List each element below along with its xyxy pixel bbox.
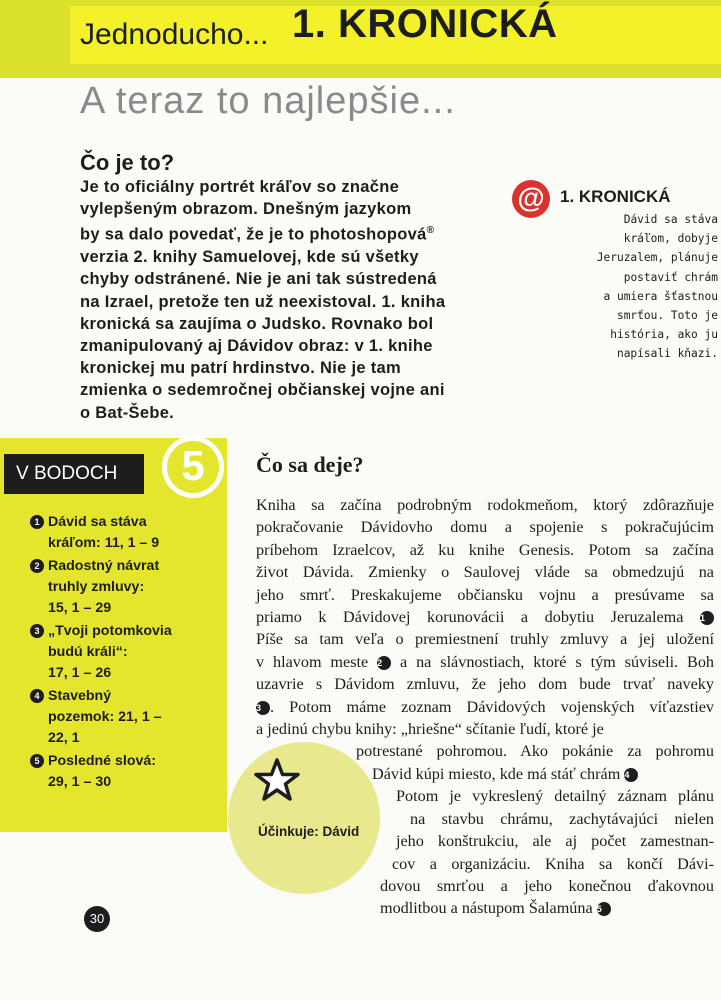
header-kicker: Jednoducho... bbox=[80, 18, 269, 51]
web-line: história, ako ju bbox=[610, 328, 718, 342]
what-line: kronická sa zaujíma o Judsko. Rovnako bol bbox=[80, 314, 434, 333]
point-line: pozemok: 21, 1 – bbox=[48, 709, 162, 725]
happen-line: cov a organizáciu. Kniha sa končí Dávi- bbox=[392, 854, 714, 873]
happen-line: život Dávida. Zmienky o Saulovej vláde sa obmedzujú na bbox=[256, 563, 714, 582]
happen-text: v hlavom meste bbox=[256, 652, 369, 671]
what-line: o Bat-Šebe. bbox=[80, 403, 175, 422]
web-line: napísali kňazi. bbox=[616, 347, 718, 361]
web-line: smrťou. Toto je bbox=[616, 309, 718, 323]
point-line: 29, 1 – 30 bbox=[48, 774, 112, 790]
point-line: „Tvoji potomkovia bbox=[48, 623, 172, 639]
point-number: 2 bbox=[30, 559, 44, 573]
happen-line: pokračovanie Dávidovho domu a spojenie s pokračujúcim bbox=[256, 518, 714, 537]
happen-line: jeho smrť. Preskakujeme občiansku vojnu a presúvame sa bbox=[256, 585, 714, 604]
point-line: Posledné slová: bbox=[48, 753, 157, 769]
marker-5: 5 bbox=[597, 902, 611, 916]
point-number: 1 bbox=[30, 515, 44, 529]
what-line: na Izrael, pretože ten už neexistoval. 1. kniha bbox=[80, 292, 446, 311]
points-count-badge: 5 bbox=[162, 436, 224, 498]
web-line: kráľom, dobyje bbox=[623, 232, 718, 246]
marker-2: 2 bbox=[377, 656, 391, 670]
happen-line: Píše sa tam veľa o premiestnení truhly zmluvy a jej uložení bbox=[256, 630, 714, 649]
what-line: kronickej mu patrí hrdinstvo. Nie je tam bbox=[80, 359, 401, 378]
web-box-title: 1. KRONICKÁ bbox=[560, 187, 671, 206]
what-is-it-heading: Čo je to? bbox=[80, 150, 175, 175]
what-line: vylepšeným obrazom. Dnešným jazykom bbox=[80, 200, 412, 219]
web-box-body bbox=[560, 210, 718, 364]
what-happens-heading: Čo sa deje? bbox=[256, 452, 364, 477]
at-icon: @ bbox=[512, 180, 550, 218]
marker-4: 4 bbox=[624, 768, 638, 782]
point-line: 15, 1 – 29 bbox=[48, 600, 112, 616]
header-title: 1. KRONICKÁ bbox=[292, 2, 558, 46]
what-line-text: by sa dalo povedať, že je to photoshopová bbox=[80, 225, 427, 244]
happen-line: potrestané pohromou. Ako pokánie za pohromu bbox=[356, 742, 714, 761]
sidebar-lower bbox=[0, 832, 80, 1000]
happen-line bbox=[256, 651, 714, 673]
happen-line bbox=[256, 696, 714, 718]
point-item bbox=[34, 621, 214, 684]
page-subhead: A teraz to najlepšie... bbox=[80, 80, 456, 122]
web-line: Jeruzalem, plánuje bbox=[596, 251, 718, 265]
marker-3: 3 bbox=[256, 701, 270, 715]
what-happens-body bbox=[256, 494, 714, 920]
web-line: Dávid sa stáva bbox=[623, 213, 718, 226]
happen-text: priamo k Dávidovej korunovácii a dobytiu Jeruzalema bbox=[256, 608, 684, 627]
point-line: truhly zmluvy: bbox=[48, 579, 145, 595]
starring-label: Účinkuje: Dávid bbox=[258, 824, 360, 839]
points-list bbox=[34, 512, 214, 795]
happen-line: jeho konštrukciu, ale aj počet zamestnan- bbox=[396, 832, 714, 851]
registered-mark: ® bbox=[426, 225, 435, 237]
happen-line bbox=[380, 897, 714, 919]
web-line: a umiera šťastnou bbox=[603, 289, 718, 303]
what-line: Je to oficiálny portrét kráľov so značne bbox=[80, 178, 400, 196]
point-item bbox=[34, 556, 214, 619]
happen-text: Dávid kúpi miesto, kde má stáť chrám bbox=[372, 764, 621, 783]
happen-line: na stavbu chrámu, zachytávajúci nielen bbox=[410, 809, 714, 828]
point-line: 17, 1 – 26 bbox=[48, 665, 112, 681]
what-is-it-body bbox=[80, 176, 510, 424]
happen-text: . Potom máme zoznam Dávidových vojenských víťazstiev bbox=[270, 697, 714, 716]
sidebar-label: V BODOCH bbox=[4, 454, 144, 494]
happen-text: modlitbou a nástupom Šalamúna bbox=[380, 899, 593, 918]
point-line: Stavebný bbox=[48, 688, 112, 704]
happen-line: príbehom Izraelcov, až ku knihe Genesis. Potom sa začína bbox=[256, 540, 714, 559]
point-item bbox=[34, 751, 214, 793]
happen-line bbox=[372, 763, 714, 785]
what-line: chyby odstránené. Nie je ani tak sústredená bbox=[80, 270, 437, 289]
what-line: zmanipulovaný aj Dávidov obraz: v 1. knihe bbox=[80, 336, 433, 355]
what-line: zmienka o sedemročnej občianskej vojne ani bbox=[80, 381, 445, 400]
point-line: 22, 1 bbox=[48, 730, 80, 746]
what-line: verzia 2. knihy Samuelovej, kde sú všetky bbox=[80, 248, 419, 267]
page-number: 30 bbox=[84, 906, 110, 932]
happen-line: a jedinú chybu knihy: „hriešne“ sčítanie ľudí, ktoré je bbox=[256, 720, 604, 739]
what-line bbox=[80, 220, 510, 246]
happen-line: dovou smrťou a jeho konečnou ďakovnou bbox=[380, 876, 714, 895]
happen-line: Potom je vykreslený detailný záznam plánu bbox=[396, 787, 714, 806]
point-number: 4 bbox=[30, 689, 44, 703]
happen-line: Kniha sa začína podrobným rodokmeňom, ktorý zdôrazňuje bbox=[256, 496, 714, 514]
web-line: postaviť chrám bbox=[623, 270, 718, 284]
point-number: 5 bbox=[30, 754, 44, 768]
marker-1: 1 bbox=[700, 611, 714, 625]
point-item bbox=[34, 512, 214, 554]
happen-text: a na slávnostiach, ktoré s tým súviseli. Boh bbox=[400, 652, 715, 671]
point-item bbox=[34, 686, 214, 749]
point-line: Dávid sa stáva bbox=[48, 514, 147, 530]
point-number: 3 bbox=[30, 624, 44, 638]
point-line: Radostný návrat bbox=[48, 558, 160, 574]
happen-line bbox=[256, 606, 714, 628]
point-line: kráľom: 11, 1 – 9 bbox=[48, 535, 160, 551]
happen-line: uzavrie s Dávidom zmluvu, že jeho dom bude trvať naveky bbox=[256, 675, 714, 694]
point-line: budú králi“: bbox=[48, 644, 128, 660]
